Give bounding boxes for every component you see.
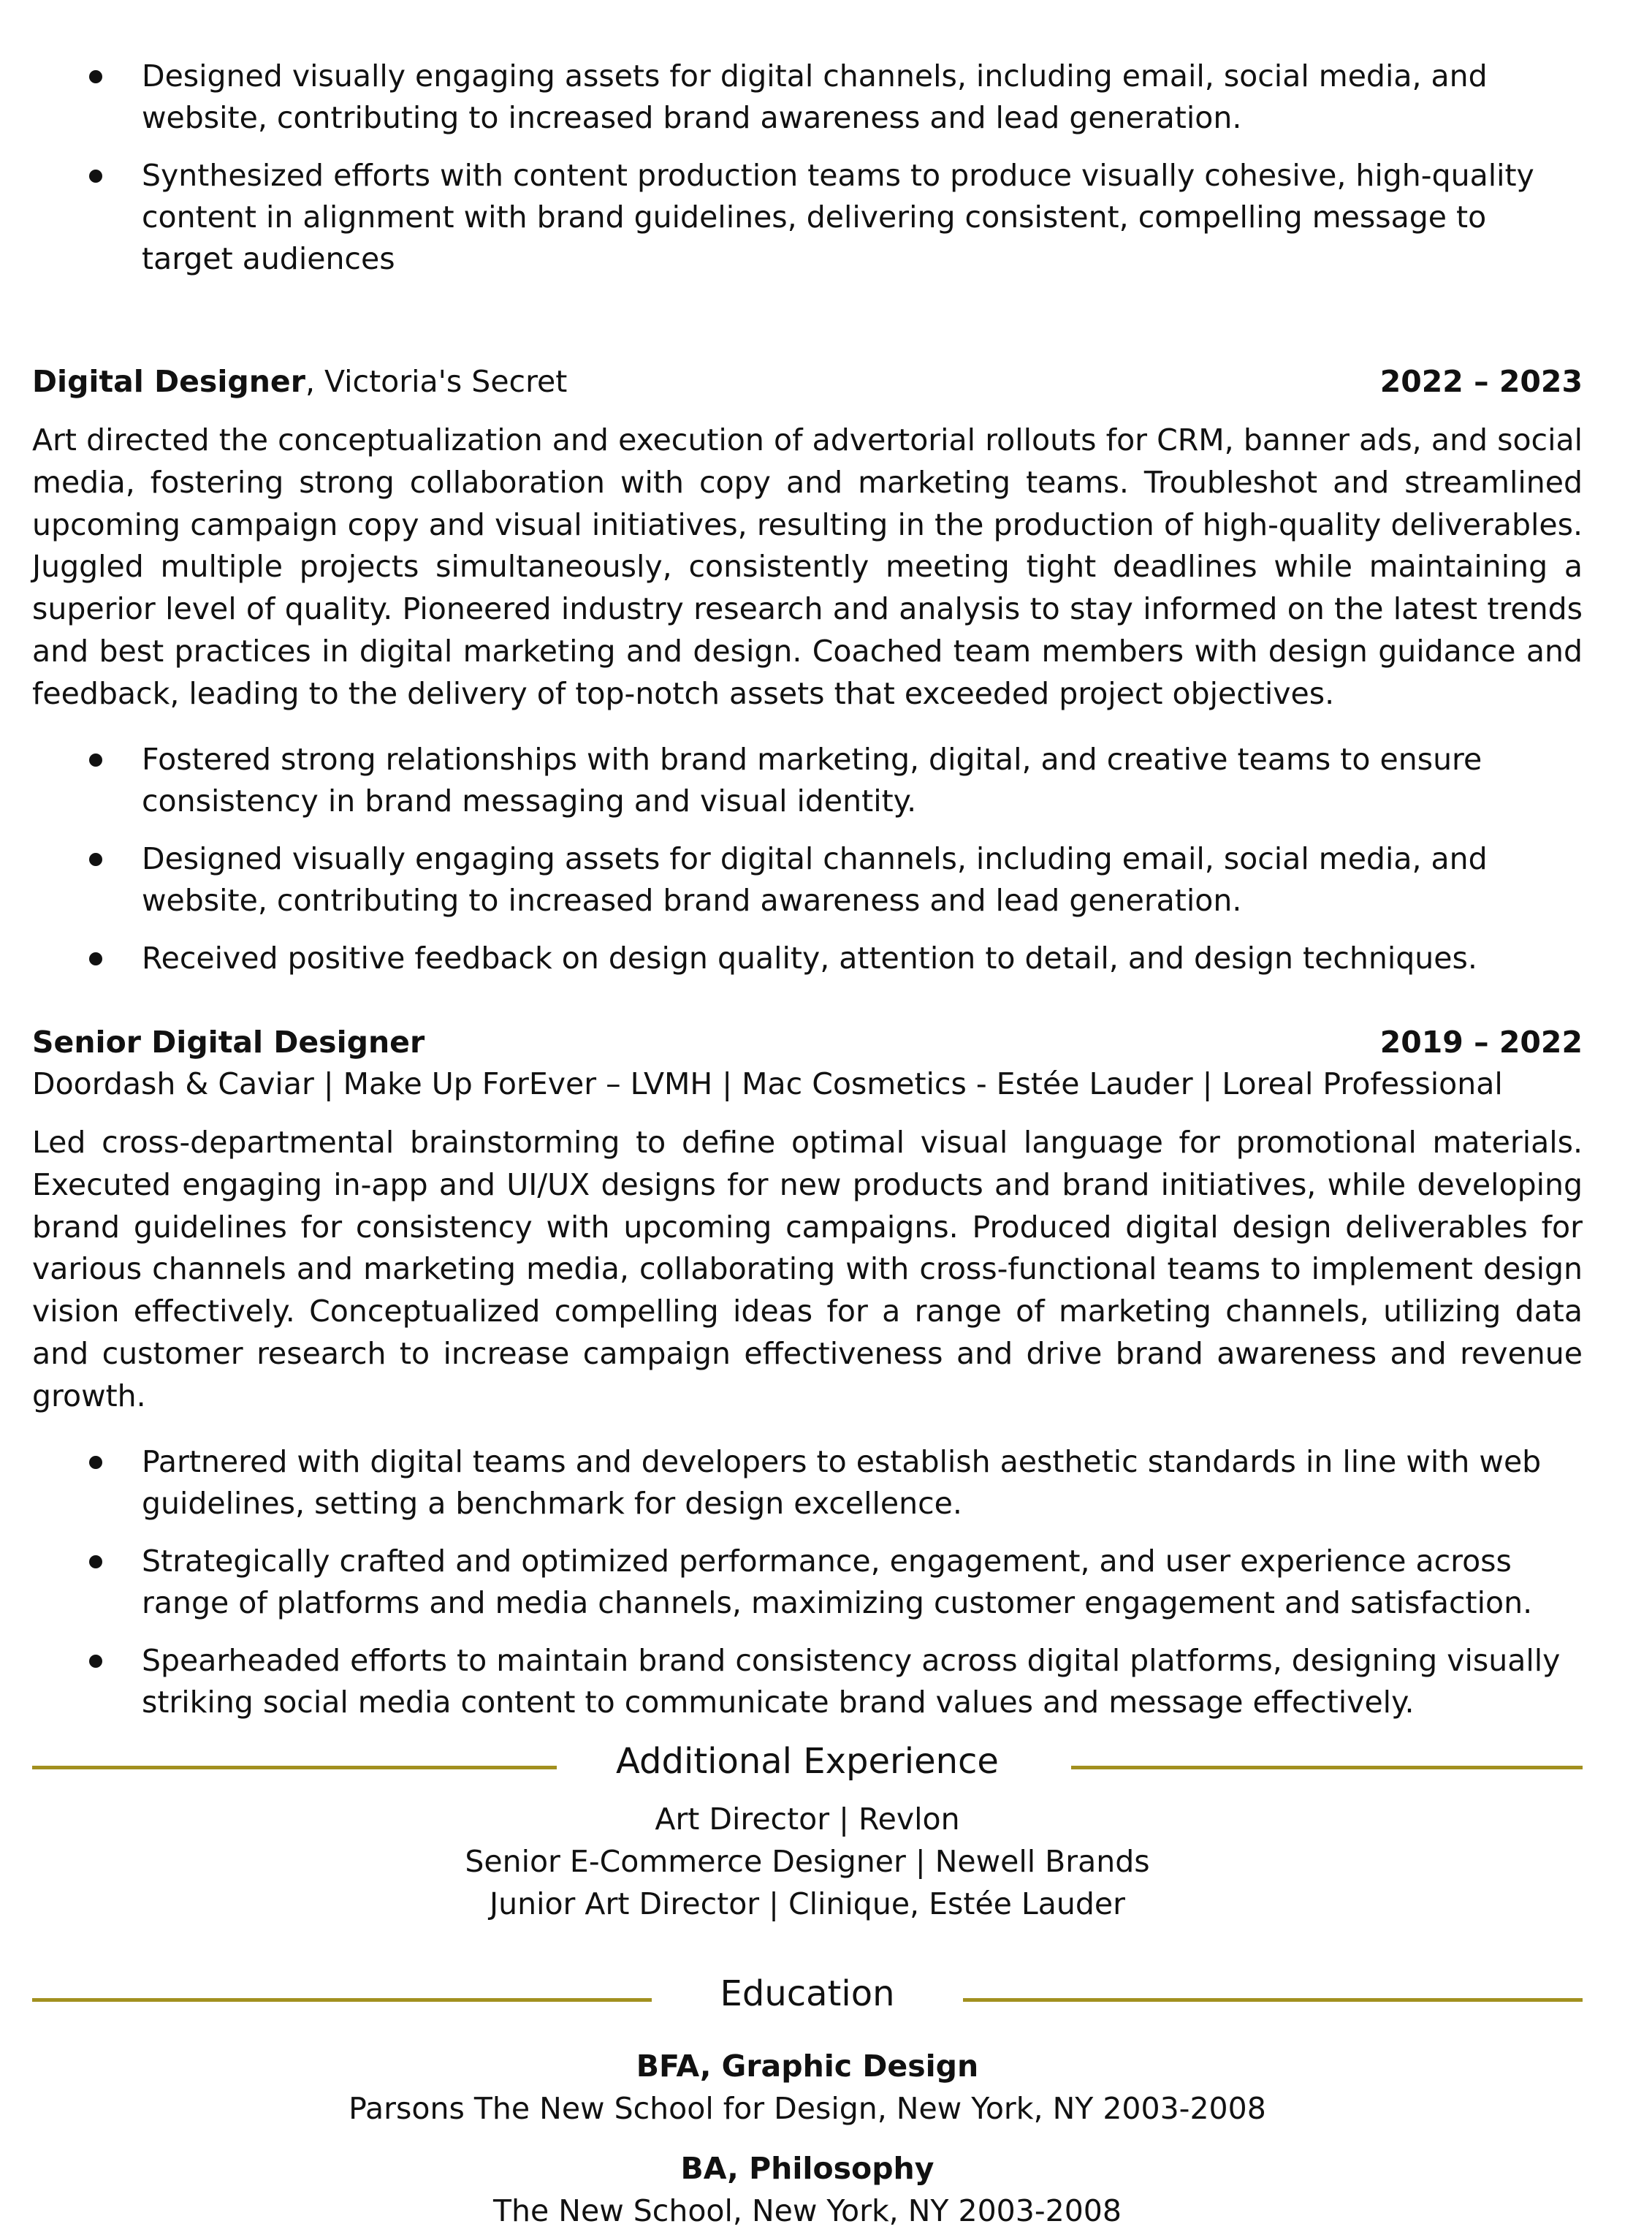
school: Parsons The New School for Design, New York, NY 2003-2008 [349,2091,1266,2126]
accent-rule-right [963,1998,1583,2002]
bullet-icon [89,853,102,866]
role-header [32,361,1583,403]
additional-experience-section [32,1732,1583,1925]
bullet-icon [89,170,102,183]
education-entry [32,2045,1583,2130]
role-header [32,1022,1583,1063]
accent-rule-right [1071,1766,1583,1769]
role-bullet-list [32,739,1583,979]
list-item: Designed visually engaging assets for digital channels, including email, social media, and website, contributing to increased brand awareness and lead generation. [32,838,1583,922]
list-item: Art Director | Revlon [655,1802,960,1837]
school: The New School, New York, NY 2003-2008 [493,2193,1122,2228]
role-company: , Victoria's Secret [305,364,568,399]
accent-rule-left [32,1998,652,2002]
list-item: Fostered strong relationships with brand marketing, digital, and creative teams to ensure consistency in brand messaging and visual identity. [32,739,1583,822]
section-heading [32,1965,1583,2023]
section-heading [32,1732,1583,1791]
role-summary: Art directed the conceptualization and execution of advertorial rollouts for CRM, banner ads, and social media, fostering strong collaboration with copy and marketing teams. Troubleshot and streamlined upcoming campaign copy and visual initiatives, resulting in the production of high-quality deliverables. Juggled multiple projects simultaneously, consistently meeting tight deadlines while maintaining a superior level of quality. Pioneered industry research and analysis to stay informed on the latest trends and best practices in digital marketing and design. Coached team members with design guidance and feedback, leading to the delivery of top-notch assets that exceeded project objectives. [32,422,1583,711]
role-title: Senior Digital Designer [32,1025,425,1060]
section-title: Education [691,1973,924,2014]
role-title: Digital Designer [32,364,305,399]
education-section [32,1965,1583,2232]
bullet-icon [89,952,102,965]
section-title: Additional Experience [587,1741,1028,1782]
role-summary: Led cross-departmental brainstorming to define optimal visual language for promotional materials. Executed engaging in-app and UI/UX designs for new products and brand initiatives, while developing brand guidelines for consistency with upcoming campaigns. Produced digital design deliverables for various channels and marketing media, collaborating with cross-functional teams to implement design vision effectively. Conceptualized compelling ideas for a range of marketing channels, utilizing data and customer research to increase campaign effectiveness and drive brand awareness and revenue growth. [32,1125,1583,1413]
list-item: Designed visually engaging assets for digital channels, including email, social media, and website, contributing to increased brand awareness and lead generation. [32,56,1583,139]
list-item: Synthesized efforts with content production teams to produce visually cohesive, high-quality content in alignment with brand guidelines, delivering consistent, compelling message to target audiences [32,155,1583,280]
list-item: Spearheaded efforts to maintain brand consistency across digital platforms, designing visually striking social media content to communicate brand values and message effectively. [32,1640,1583,1723]
bullet-icon [89,1655,102,1668]
list-item: Senior E-Commerce Designer | Newell Brands [465,1844,1150,1879]
role-bullet-list [32,1441,1583,1723]
list-item: Partnered with digital teams and developers to establish aesthetic standards in line with web guidelines, setting a benchmark for design excellence. [32,1441,1583,1525]
list-item: Junior Art Director | Clinique, Estée Lauder [490,1886,1125,1921]
education-entry [32,2147,1583,2232]
bullet-icon [89,1555,102,1568]
degree: BA, Philosophy [680,2151,935,2186]
role-senior-digital-designer [32,1022,1583,1739]
accent-rule-left [32,1766,557,1769]
degree: BFA, Graphic Design [636,2049,979,2084]
list-item: Strategically crafted and optimized performance, engagement, and user experience across range of platforms and media channels, maximizing customer engagement and satisfaction. [32,1541,1583,1624]
additional-list [32,1798,1583,1925]
role-victorias-secret [32,361,1583,995]
bullet-icon [89,1456,102,1469]
top-bullet-list [32,56,1583,296]
list-item: Received positive feedback on design quality, attention to detail, and design techniques. [32,938,1583,979]
role-companies: Doordash & Caviar | Make Up ForEver – LVMH | Mac Cosmetics - Estée Lauder | Loreal Professional [32,1066,1503,1101]
role-years: 2022 – 2023 [1379,364,1583,399]
role-years: 2019 – 2022 [1379,1025,1583,1060]
bullet-icon [89,754,102,767]
bullet-icon [89,70,102,83]
